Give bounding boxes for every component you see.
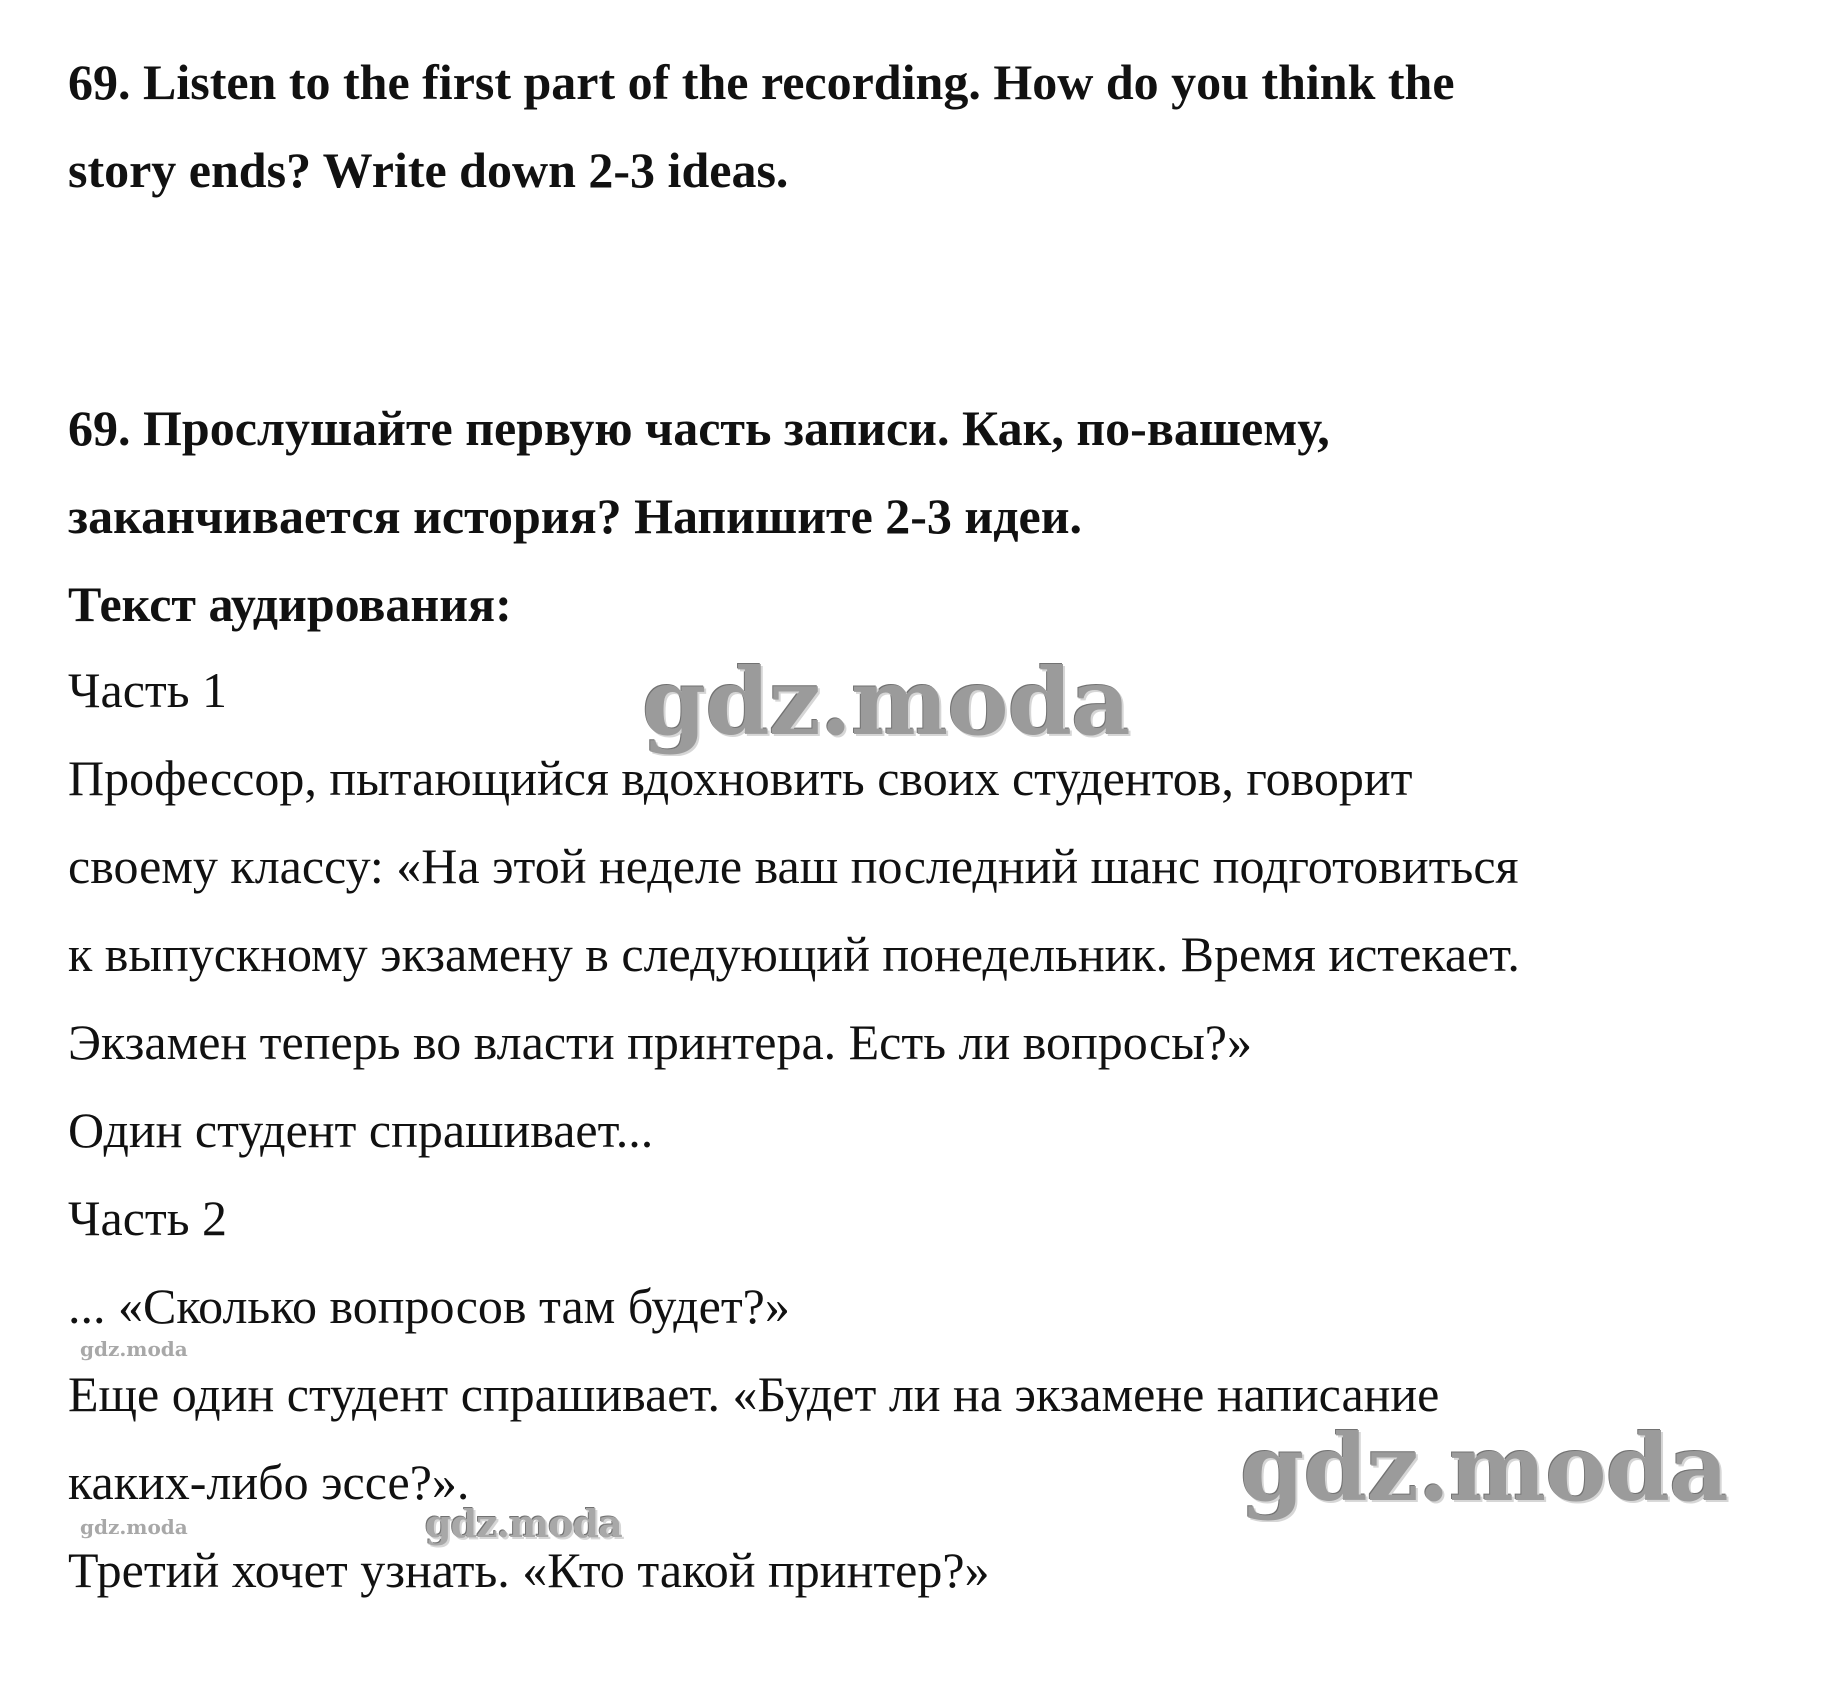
english-task-line-2: story ends? Write down 2-3 ideas. (68, 142, 789, 198)
watermark-small-1: gdz.moda (80, 1337, 188, 1361)
watermark-large-top: gdz.moda (642, 648, 1130, 756)
part2-line-1: ... «Сколько вопросов там будет?» (68, 1278, 790, 1334)
part2-line-3: каких-либо эссе?». (68, 1454, 470, 1510)
russian-task-line-2: заканчивается история? Напишите 2-3 идеи. (68, 488, 1083, 544)
part1-line-4: Экзамен теперь во власти принтера. Есть ли вопросы?» (68, 1014, 1252, 1070)
watermark-large-bottom: gdz.moda (1240, 1414, 1728, 1522)
part1-line-3: к выпускному экзамену в следующий понедельник. Время истекает. (68, 926, 1520, 982)
listening-heading: Текст аудирования: (68, 576, 512, 632)
part1-line-2: своему классу: «На этой неделе ваш последний шанс подготовиться (68, 838, 1519, 894)
part1-line-1: Профессор, пытающийся вдохновить своих студентов, говорит (68, 750, 1413, 806)
english-task-line-1: 69. Listen to the first part of the recording. How do you think the (68, 54, 1455, 110)
part1-line-5: Один студент спрашивает... (68, 1102, 654, 1158)
watermark-medium: gdz.moda (425, 1501, 622, 1546)
watermark-small-2: gdz.moda (80, 1515, 188, 1539)
part2-line-4: Третий хочет узнать. «Кто такой принтер?» (68, 1542, 990, 1598)
part2-label: Часть 2 (68, 1190, 228, 1246)
part2-line-2: Еще один студент спрашивает. «Будет ли на экзамене написание (68, 1366, 1440, 1422)
part1-label: Часть 1 (68, 662, 228, 718)
russian-task-line-1: 69. Прослушайте первую часть записи. Как, по-вашему, (68, 400, 1330, 456)
